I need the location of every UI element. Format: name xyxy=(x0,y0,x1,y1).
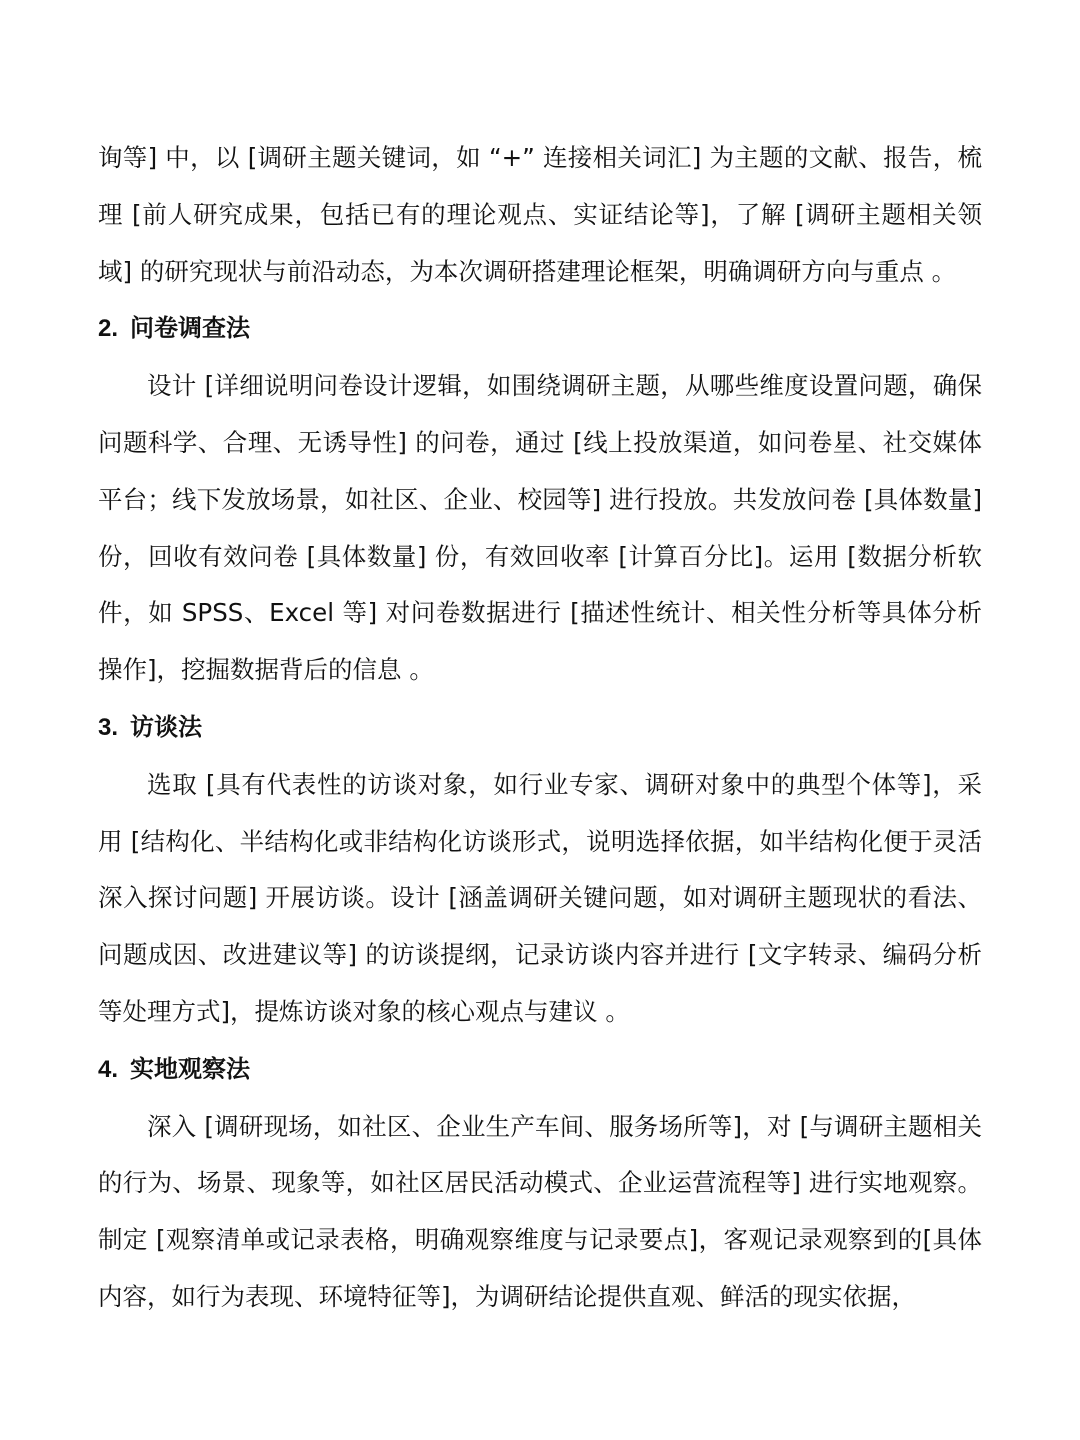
paragraph-literature-review-continued: 询等] 中，以 [调研主题关键词，如 “+” 连接相关词汇] 为主题的文献、报告，梳理 [前人研究成果，包括已有的理论观点、实证结论等]，了解 [调研主题相关领域] 的研究现状与前沿动态，为本次调研搭建理论框架，明确调研方向与重点 。 xyxy=(98,143,982,286)
section-heading-questionnaire xyxy=(98,300,982,358)
section-number: 3. xyxy=(98,713,119,741)
section-title: 访谈法 xyxy=(130,712,203,741)
section-title: 实地观察法 xyxy=(130,1054,251,1083)
paragraph-field-observation: 深入 [调研现场，如社区、企业生产车间、服务场所等]，对 [与调研主题相关的行为、场景、现象等，如社区居民活动模式、企业运营流程等] 进行实地观察。制定 [观察清单或记录表格，明确观察维度与记录要点]，客观记录观察到的[具体内容，如行为表现、环境特征等]，为调研结论提供直观、鲜活的现实依据， xyxy=(98,1111,982,1311)
section-title: 问卷调查法 xyxy=(130,314,251,343)
paragraph-interview: 选取 [具有代表性的访谈对象，如行业专家、调研对象中的典型个体等]，采用 [结构化、半结构化或非结构化访谈形式，说明选择依据，如半结构化便于灵活深入探讨问题] 开展访谈。设计 [涵盖调研关键问题，如对调研主题现状的看法、问题成因、改进建议等] 的访谈提纲，记录访谈内容并进行 [文字转录、编码分析等处理方式]，提炼访谈对象的核心观点与建议 。 xyxy=(98,769,982,1026)
section-number: 2. xyxy=(98,315,119,343)
section-number: 4. xyxy=(98,1055,119,1083)
paragraph-questionnaire: 设计 [详细说明问卷设计逻辑，如围绕调研主题，从哪些维度设置问题，确保问题科学、合理、无诱导性] 的问卷，通过 [线上投放渠道，如问卷星、社交媒体平台；线下发放场景，如社区、企业、校园等] 进行投放。共发放问卷 [具体数量] 份，回收有效问卷 [具体数量] 份，有效回收率 [计算百分比]。运用 [数据分析软件，如 SPSS、Excel 等] 对问卷数据进行 [描述性统计、相关性分析等具体分析操作]，挖掘数据背后的信息 。 xyxy=(98,371,982,685)
section-heading-interview xyxy=(98,699,982,757)
section-heading-field-observation xyxy=(98,1041,982,1099)
document-page xyxy=(98,130,982,1326)
